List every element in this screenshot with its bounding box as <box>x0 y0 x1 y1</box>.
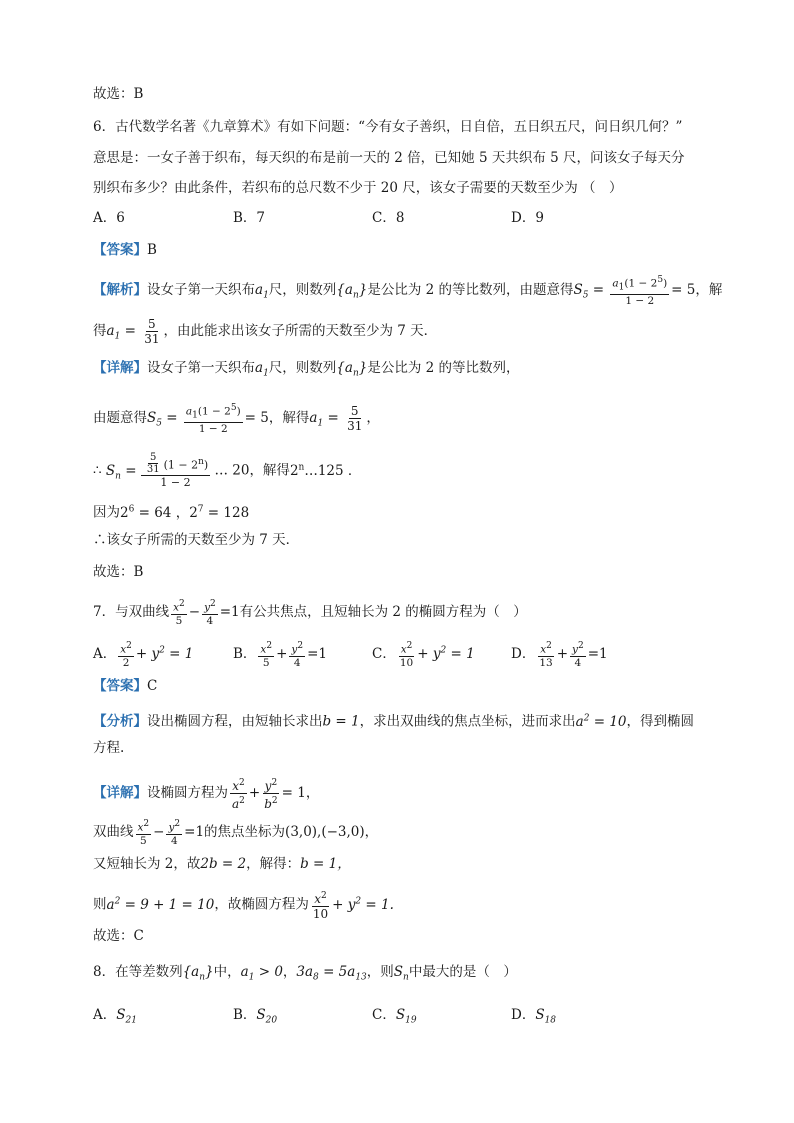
math-fraction: $\frac{x^2}{10}$ <box>312 891 329 921</box>
math: $S_{21}$ <box>116 1007 137 1026</box>
text: ，解 <box>695 281 723 298</box>
math: $a_1$ <box>255 281 269 301</box>
text: 尺，则数列 <box>268 281 337 298</box>
text: 有公共焦点，且短轴长为 2 的椭圆方程为（ ） <box>239 603 527 620</box>
math: =1 <box>307 645 327 662</box>
text: 是公比为 2 的等比数列， <box>367 360 520 376</box>
q6-detail-line5: ∴该女子所需的天数至少为 7 天． <box>93 532 300 548</box>
text: D． <box>511 645 536 662</box>
text: 是公比为 2 的等比数列，由题意得 <box>367 281 574 298</box>
math-fraction: $\frac{5}{31}$ <box>144 317 160 346</box>
math: $S_5$ = <box>573 281 609 301</box>
q7-option-d[interactable] <box>511 640 608 669</box>
detail-tag: 【详解】 <box>93 360 147 376</box>
math: + <box>556 645 569 662</box>
math-fraction: $\frac{y^2}{4}$ <box>572 641 584 669</box>
text: 得 <box>93 323 107 339</box>
text: ，得到椭圆 <box>626 713 694 730</box>
answer-tag: 【答案】 <box>93 678 147 694</box>
math: + <box>276 645 288 662</box>
text: 则 <box>93 896 107 913</box>
math-fraction: $\frac{x^2}{5}$ <box>260 641 273 669</box>
q8-option-a[interactable] <box>93 1005 137 1031</box>
text: C． <box>372 1007 396 1023</box>
math: 2$^n$…125 ． <box>289 462 362 479</box>
math: =1 <box>184 823 205 840</box>
q7-option-b[interactable] <box>233 640 327 669</box>
math-fraction: $\frac{a_1(1 - 2^5)}{1 - 2}$ <box>612 275 668 307</box>
text: ，解得 <box>268 409 310 426</box>
text: D． <box>511 1007 536 1023</box>
q7-option-a[interactable] <box>93 640 193 669</box>
q7-option-c[interactable] <box>372 640 475 669</box>
text: ，故椭圆方程为 <box>214 896 309 913</box>
math: $S_{20}$ <box>256 1007 278 1026</box>
q6-option-c[interactable]: C．8 <box>372 210 405 226</box>
q6-answer <box>93 240 157 260</box>
math-fraction: $\frac{5}{31}$ <box>347 403 363 433</box>
math: $S_n$ = <box>101 462 141 482</box>
math-fraction: $\frac{x^2}{10}$ <box>399 641 414 669</box>
detail-tag: 【详解】 <box>93 785 147 801</box>
math: $a_1$ = <box>106 323 141 342</box>
math: b = 1 <box>322 713 360 730</box>
math: b = 1， <box>300 856 351 872</box>
q7-choice: 故选：C <box>93 928 144 944</box>
math-fraction: $\frac{y^2}{4}$ <box>291 641 304 669</box>
math: $a^2 = 9 + 1 = 10$ <box>106 896 215 913</box>
text: ， <box>282 964 297 980</box>
text: 7．与双曲线 <box>93 603 170 620</box>
q6-detail-line1 <box>93 358 520 384</box>
math: = 5 <box>671 281 696 298</box>
q6-option-d[interactable]: D．9 <box>511 210 544 226</box>
math-fraction: $\frac{y^2}{b^2}$ <box>264 778 278 811</box>
math-fraction: $\frac{x^2}{13}$ <box>539 641 553 669</box>
text: 设出椭圆方程，由短轴长求出 <box>147 713 323 730</box>
q8-option-d[interactable] <box>511 1005 556 1031</box>
math-fraction: $\frac{x^2}{5}$ <box>173 599 185 627</box>
text: 又短轴长为 2，故 <box>93 856 201 872</box>
q6-stem-line3: 别织布多少？由此条件，若织布的总尺数不少于 20 尺，该女子需要的天数至少为 （ ） <box>93 180 623 196</box>
text: 8．在等差数列 <box>93 964 183 980</box>
q7-stem <box>93 598 527 627</box>
math: + <box>248 785 261 801</box>
text: ，解得： <box>246 856 301 872</box>
math: $\{a_n\}$ <box>182 964 214 983</box>
q6-analysis-line2 <box>93 317 437 347</box>
q7-detail-line4 <box>93 889 394 921</box>
math: $a^2 = 10$ <box>575 713 627 730</box>
text: ，则 <box>366 964 394 980</box>
text: A． <box>93 645 117 662</box>
math: $S_{19}$ <box>395 1007 417 1026</box>
math: $a_1 > 0$ <box>240 964 283 983</box>
prev-answer-choice: 故选：B <box>93 86 144 102</box>
answer-value: C <box>147 678 158 694</box>
text: 设椭圆方程为 <box>147 785 228 801</box>
math: + $y^2 = 1$. <box>332 896 394 913</box>
text: ， <box>366 409 380 426</box>
math-fraction: $\frac{y^2}{4}$ <box>168 819 181 847</box>
text: ∴ <box>93 462 102 479</box>
analysis-tag: 【分析】 <box>93 713 147 730</box>
q6-detail-line2 <box>93 402 380 435</box>
math: =1 <box>219 603 240 620</box>
q8-option-c[interactable] <box>372 1005 417 1031</box>
math: $\{a_n\}$ <box>336 281 368 301</box>
q7-analysis-line2: 方程. <box>93 740 125 756</box>
analysis-tag: 【解析】 <box>93 281 147 298</box>
math: $a_1$ = <box>309 409 344 429</box>
math: $2^6 = 64$ ，$2^7 = 128$ <box>120 504 250 521</box>
q6-detail-line4 <box>93 499 249 523</box>
q7-answer <box>93 676 157 696</box>
math: = 1， <box>281 785 320 801</box>
math: (3,0),(−3,0)， <box>285 823 379 840</box>
math: $S_{18}$ <box>535 1007 557 1026</box>
text: 设女子第一天织布 <box>147 281 255 298</box>
text: ，求出双曲线的焦点坐标，进而求出 <box>359 713 576 730</box>
math-fraction: $\frac{x^2}{5}$ <box>137 819 150 847</box>
text: C． <box>372 645 396 662</box>
text: 双曲线 <box>93 823 134 840</box>
math: − <box>153 823 165 840</box>
math-fraction: $\frac{a_1(1 - 2^5)}{1 - 2}$ <box>185 403 241 435</box>
text: B． <box>233 645 257 662</box>
math: =1 <box>587 645 608 662</box>
text: ，解得 <box>249 462 290 479</box>
math: − <box>188 603 201 620</box>
math-fraction: $\frac{x^2}{2}$ <box>120 641 132 669</box>
math: = 5 <box>244 409 269 426</box>
math: $a_1$ <box>255 360 269 379</box>
text: 由题意得 <box>93 409 147 426</box>
math: 2b = 2 <box>200 856 247 872</box>
q6-option-b[interactable]: B．7 <box>233 210 266 226</box>
math-fraction: $\frac{y^2}{4}$ <box>204 599 216 627</box>
text: B． <box>233 1007 257 1023</box>
math: $S_5$ = <box>147 409 182 429</box>
q8-option-b[interactable] <box>233 1005 277 1031</box>
q7-detail-line3 <box>93 854 351 874</box>
math-fraction: $\frac{x^2}{a^2}$ <box>232 778 245 811</box>
q6-option-a[interactable]: A．6 <box>93 210 125 226</box>
math-fraction: $\frac{5}{31}$ $(1 - 2^n)$ 1 − 2 <box>141 452 210 490</box>
q8-stem <box>93 962 517 988</box>
text: 中最大的是（ ） <box>408 964 517 980</box>
q6-detail-line3 <box>93 452 361 490</box>
text: ，由此能求出该女子所需的天数至少为 7 天． <box>163 323 438 339</box>
q7-detail-line1 <box>93 776 319 811</box>
text: 因为 <box>93 504 120 521</box>
math: $\{a_n\}$ <box>336 360 368 379</box>
q6-stem-line2: 意思是：一女子善于织布，每天织的布是前一天的 2 倍，已知她 5 天共织布 5 尺，问该女子每天分 <box>93 150 685 166</box>
math: $S_n$ <box>393 964 409 983</box>
q7-detail-line2 <box>93 818 378 847</box>
text: 中， <box>213 964 241 980</box>
text: A． <box>93 1007 117 1023</box>
answer-value: B <box>147 242 157 258</box>
answer-tag: 【答案】 <box>93 242 147 258</box>
text: 设女子第一天织布 <box>147 360 255 376</box>
q6-choice: 故选：B <box>93 564 144 580</box>
q6-stem-line1: 6．古代数学名著《九章算术》有如下问题：“今有女子善织，日自倍，五日织五尺，问日织几何？” <box>93 119 683 135</box>
q7-analysis-line1 <box>93 708 694 732</box>
text: 的焦点坐标为 <box>204 823 286 840</box>
math: + $y^2 = 1$ <box>135 645 194 662</box>
text: 尺，则数列 <box>268 360 337 376</box>
math: … 20 <box>210 462 250 479</box>
q6-analysis-line1 <box>93 274 722 307</box>
math: $3a_8 = 5a_{13}$ <box>296 964 367 983</box>
math: + $y^2 = 1$ <box>417 645 475 662</box>
